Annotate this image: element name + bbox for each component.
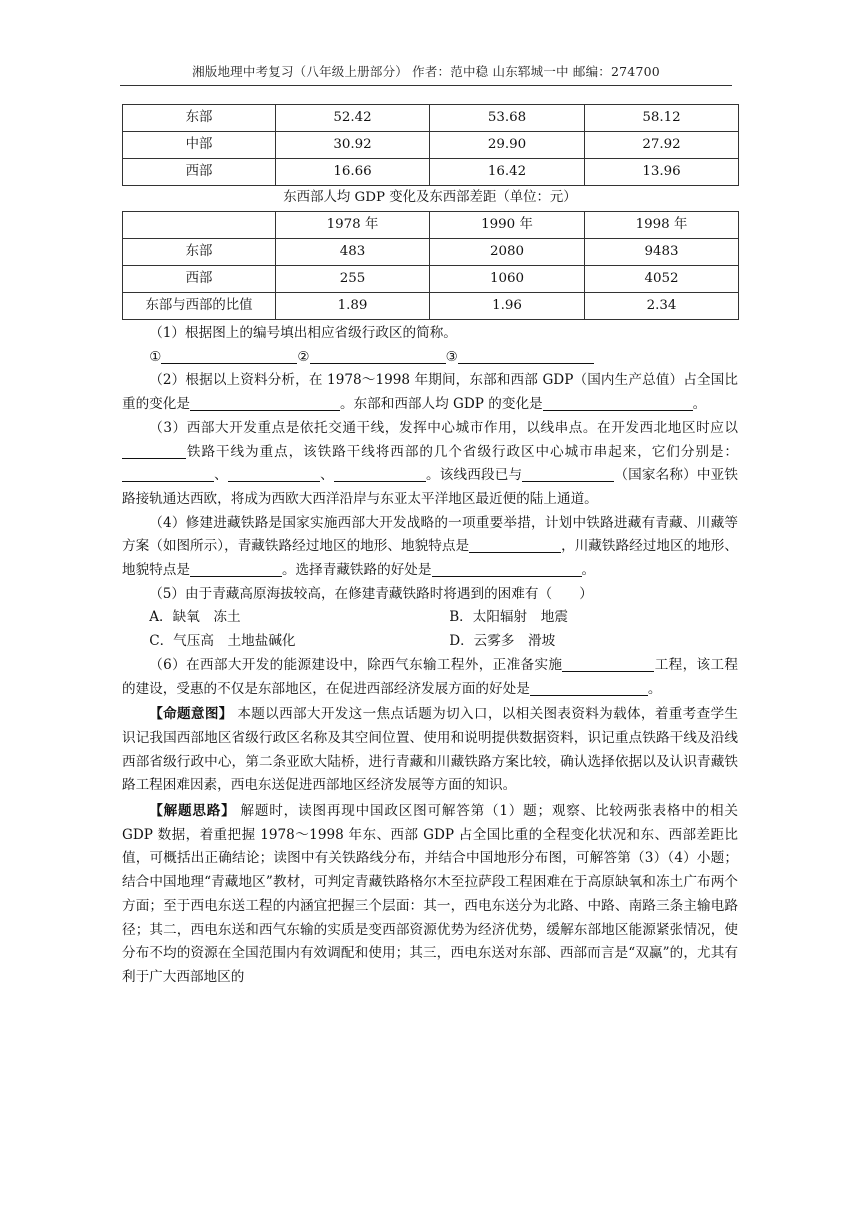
intent-paragraph	[122, 703, 738, 798]
table-cell: 1060	[430, 266, 585, 293]
answer-blank[interactable]	[122, 443, 186, 459]
approach-paragraph	[122, 800, 738, 990]
marker-2: ②	[297, 348, 310, 365]
question-text: 。东部和西部人均 GDP 的变化是	[339, 396, 543, 413]
question-1: （1）根据图上的编号填出相应省级行政区的简称。	[149, 325, 457, 341]
options-row	[122, 630, 738, 654]
question-text: （4）修建进藏铁路是国家实施西部大开发战略的一项重要举措，计划中铁路进藏有青藏、川藏等方案（如图所示），青藏铁路经过地区的地形、地貌特点是	[122, 514, 738, 555]
answer-blank[interactable]	[310, 348, 446, 364]
table-row	[123, 132, 739, 159]
table-cell: 16.42	[430, 159, 585, 186]
option-a[interactable]: A．缺氧 冻土	[149, 609, 241, 626]
table-header-cell: 1978 年	[276, 212, 430, 239]
table-cell: 东部	[123, 239, 276, 266]
answer-blank[interactable]	[522, 466, 614, 482]
question-text: （6）在西部大开发的能源建设中，除西气东输工程外，正准备实施	[149, 656, 563, 673]
table-cell: 1.96	[430, 293, 585, 320]
intent-tag: 【命题意图】	[149, 706, 233, 723]
answer-blank[interactable]	[543, 395, 693, 411]
table-cell: 52.42	[276, 105, 430, 132]
table-cell: 29.90	[430, 132, 585, 159]
table-cell: 2080	[430, 239, 585, 266]
question-text: 铁路干线为重点，该铁路干线将西部的几个省级行政区中心城市串起来，它们分别是：	[186, 443, 738, 460]
table-cell: 13.96	[585, 159, 739, 186]
question-1-blanks	[122, 346, 738, 370]
answer-blank[interactable]	[562, 656, 654, 672]
question-2	[122, 369, 738, 416]
table-cell: 483	[276, 239, 430, 266]
question-3	[122, 417, 738, 512]
question-4	[122, 512, 738, 583]
intent-text: 本题以西部大开发这一焦点话题为切入口，以相关图表资料为载体，着重考查学生识记我国西部地区省级行政区名称及其空间位置、使用和说明提供数据资料，识记重点铁路干线及沿线西部省级行政中心，第二条亚欧大陆桥，进行青藏和川藏铁路方案比较，确认选择依据以及认识青藏铁路工程困难因素，西电东送促进西部地区经济发展等方面的知识。	[122, 706, 738, 794]
table-caption: 东西部人均 GDP 变化及东西部差距（单位：元）	[283, 190, 577, 205]
table-cell: 东部与西部的比值	[123, 293, 276, 320]
approach-text: 解题时，读图再现中国政区图可解答第（1）题；观察、比较两张表格中的相关 GDP 数据，着重把握 1978～1998 年东、西部 GDP 占全国比重的全程变化状况和东、西部差距比值，可概括出正确结论；读图中有关铁路线分布，并结合中国地形分布图，可解答第（3）（4）小题；结合中国地理“青藏地区”教材，可判定青藏铁路格尔木至拉萨段工程困难在于高原缺氧和冻土广布两个方面；至于西电东送工程的内涵宜把握三个层面：其一，西电东送分为北路、中路、南路三条主输电路径；其二，西电东送和西气东输的实质是变西部资源优势为经济优势，缓解东部地区能源紧张情况，使分布不均的资源在全国范围内有效调配和使用；其三，西电东送对东部、西部而言是“双赢”的，尤其有利于广大西部地区的	[122, 803, 739, 985]
option-b[interactable]: B．太阳辐射 地震	[449, 609, 568, 626]
table-cell: 2.34	[585, 293, 739, 320]
table-cell: 9483	[585, 239, 739, 266]
approach-tag: 【解题思路】	[149, 803, 236, 820]
marker-1: ①	[149, 348, 162, 365]
table-cell: 西部	[123, 266, 276, 293]
question-text: 。	[581, 562, 596, 579]
separator: 、	[319, 467, 334, 484]
table-cell: 4052	[585, 266, 739, 293]
table-header-row	[123, 212, 739, 239]
question-text: ，川藏铁路经过地区的地形、地貌特点是	[122, 538, 738, 579]
table-header-cell: 1998 年	[585, 212, 739, 239]
answer-blank[interactable]	[190, 561, 282, 577]
table-cell: 30.92	[276, 132, 430, 159]
option-d[interactable]: D．云雾多 滑坡	[449, 633, 556, 650]
answer-blank[interactable]	[458, 348, 594, 364]
table-cell: 53.68	[430, 105, 585, 132]
marker-3: ③	[445, 348, 458, 365]
options-row	[122, 606, 738, 630]
answer-blank[interactable]	[334, 466, 426, 482]
question-6	[122, 654, 738, 701]
table-cell: 27.92	[585, 132, 739, 159]
table-header-cell: 1990 年	[430, 212, 585, 239]
table-header-cell	[123, 212, 276, 239]
question-text: （3）西部大开发重点是依托交通干线，发挥中心城市作用，以线串点。在开发西北地区时应以	[149, 419, 738, 436]
answer-blank[interactable]	[228, 466, 320, 482]
question-text: 。	[692, 396, 707, 413]
table-cell: 58.12	[585, 105, 739, 132]
page-header: 湘版地理中考复习（八年级上册部分） 作者：范中稳 山东郓城一中 邮编：274700	[120, 62, 732, 86]
question-text: 工程，该工程的建设，受惠的不仅是东部地区，在促进西部经济发展方面的好处是	[122, 656, 738, 697]
document-body	[122, 104, 738, 990]
answer-blank[interactable]	[432, 561, 582, 577]
answer-blank[interactable]	[161, 348, 297, 364]
question-text: 。选择青藏铁路的好处是	[281, 562, 432, 579]
separator: 、	[214, 467, 228, 484]
table-row	[123, 293, 739, 320]
table-row	[123, 239, 739, 266]
answer-blank[interactable]	[190, 395, 340, 411]
answer-blank[interactable]	[122, 466, 214, 482]
table-cell: 中部	[123, 132, 276, 159]
table-cell: 16.66	[276, 159, 430, 186]
answer-blank[interactable]	[530, 680, 648, 696]
gdp-per-capita-table	[122, 211, 739, 320]
gdp-share-table	[122, 104, 739, 186]
question-5: （5）由于青藏高原海拔较高，在修建青藏铁路时将遇到的困难有（ ）	[149, 585, 593, 602]
answer-blank[interactable]	[469, 537, 561, 553]
table-cell: 1.89	[276, 293, 430, 320]
option-c[interactable]: C．气压高 土地盐碱化	[149, 633, 296, 650]
table-row	[123, 266, 739, 293]
question-text: 。	[647, 680, 662, 697]
table-cell: 西部	[123, 159, 276, 186]
table-row	[123, 159, 739, 186]
question-text: （2）根据以上资料分析，在 1978～1998 年期间，东部和西部 GDP（国内生产总值）占全国比重的变化是	[122, 372, 738, 413]
table-cell: 东部	[123, 105, 276, 132]
question-text: 。该线西段已与	[425, 467, 523, 484]
table-cell: 255	[276, 266, 430, 293]
question-text: （国家名称）中亚铁路接轨通达西欧，将成为西欧大西洋沿岸与东亚太平洋地区最近便的陆上通道。	[122, 467, 739, 507]
table-row	[123, 105, 739, 132]
